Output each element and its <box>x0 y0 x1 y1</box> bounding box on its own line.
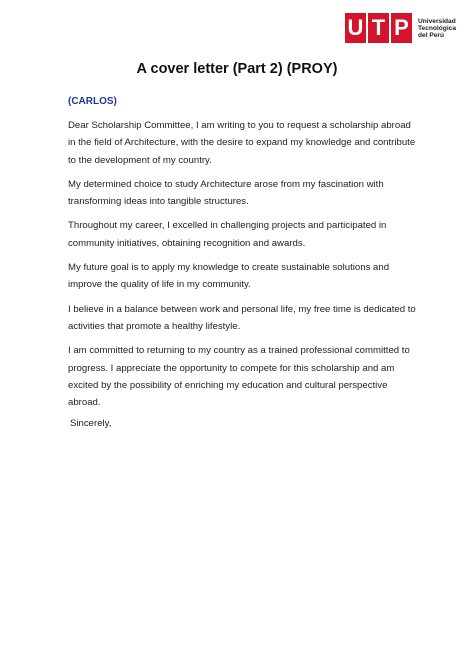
logo-letter-t: T <box>368 13 389 43</box>
letter-body <box>68 117 418 429</box>
paragraph: My future goal is to apply my knowledge to create sustainable solutions and improve the quality of life in my community. <box>68 262 390 291</box>
logo-text-line: del Perú <box>418 31 445 39</box>
logo-letters <box>345 13 414 43</box>
paragraph: I am committed to returning to my country as a trained professional committed to progress. I appreciate the opportunity to compete for this scholarship and am excited by the possibility of enriching my education and cultural perspective abroad. <box>68 345 410 409</box>
author-name: (CARLOS) <box>68 96 117 107</box>
logo-text-line: Tecnológica <box>418 24 456 32</box>
utp-logo <box>345 13 456 43</box>
logo-letter-u: U <box>345 13 366 43</box>
logo-text-line: Universidad <box>418 17 456 25</box>
paragraph: Throughout my career, I excelled in challenging projects and participated in community initiatives, obtaining recognition and awards. <box>68 220 387 249</box>
paragraph: Dear Scholarship Committee, I am writing to you to request a scholarship abroad in the field of Architecture, with the desire to expand my knowledge and contribute to the development of my country. <box>68 120 416 166</box>
paragraph: My determined choice to study Architecture arose from my fascination with transforming ideas into tangible structures. <box>68 178 384 208</box>
closing: Sincerely, <box>70 418 112 430</box>
logo-letter-p: P <box>391 13 412 43</box>
document-title: A cover letter (Part 2) (PROY) <box>136 61 338 77</box>
paragraph: I believe in a balance between work and personal life, my free time is dedicated to activities that promote a healthy lifestyle. <box>68 303 416 332</box>
logo-text <box>418 18 456 39</box>
